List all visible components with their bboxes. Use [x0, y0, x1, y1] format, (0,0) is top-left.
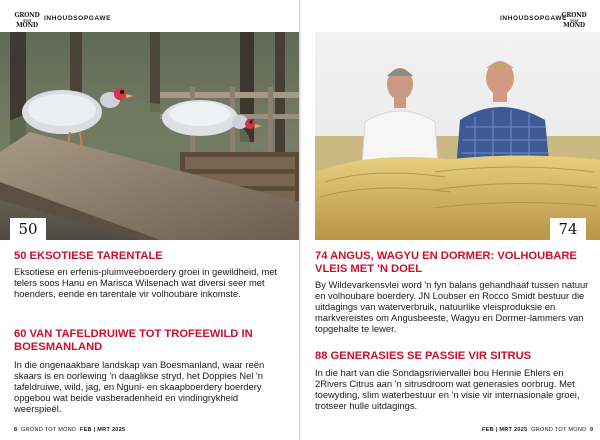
article-page-number: 74 [550, 218, 586, 240]
guinea-fowl-photo [0, 32, 299, 240]
article-heading: 60 VAN TAFELDRUIWE TOT TROFEEWILD IN BOESMANLAND [14, 328, 253, 353]
article-heading: 88 GENERASIES SE PASSIE VIR SITRUS [315, 350, 532, 362]
page-footer [14, 427, 125, 433]
publication-name: GROND TOT MOND [21, 427, 77, 433]
brand-logo [14, 13, 40, 29]
farmers-illustration [315, 32, 600, 240]
left-page [0, 0, 299, 440]
right-page [301, 0, 600, 440]
logo-line1: GROND [14, 12, 40, 19]
issue-date: FEB | MRT 2025 [79, 427, 126, 433]
logo-line3: MOND [16, 22, 38, 29]
page-footer [482, 427, 593, 433]
article-heading: 74 ANGUS, WAGYU EN DORMER: VOLHOUBARE VLEIS MET 'N DOEL [315, 250, 577, 275]
article-heading: 50 EKSOTIESE TARENTALE [14, 250, 163, 262]
guinea-fowl-illustration [0, 32, 299, 240]
logo-line2: TOT [22, 18, 32, 23]
publication-name: GROND TOT MOND [531, 427, 587, 433]
brand-logo [561, 13, 587, 29]
article-body: By Wildevarkensvlei word 'n fyn balans gehandhaaf tussen natuur en volhoubare boerdery. JN Loubser en Rocco Smidt bestuur die uitdagings van waterverbruik, natuurlike vleisproduksie en markvereistes om Angusbeeste, Wagyu en Dormer-lammers van topgehalte te lewer. [315, 279, 589, 335]
section-title: INHOUDSOPGAWE [44, 15, 112, 22]
issue-date: FEB | MRT 2025 [482, 427, 528, 433]
page-number: 9 [590, 427, 594, 433]
logo-line1: GROND [561, 12, 587, 19]
article-body: In die ongenaakbare landskap van Boesmanland, waar reën skaars is en oorlewing 'n daaglikse stryd, het Doppies Nel 'n tafeldruiwe, wild, jag, en Nguni- en skaapboerdery boerdery opgebou wat beide vasberadenheid en vindingrykheid weerspieël. [14, 359, 265, 415]
section-title: INHOUDSOPGAWE [500, 15, 568, 22]
article-page-number: 50 [10, 218, 46, 240]
farmers-photo [315, 32, 600, 240]
logo-line2: TOT [569, 18, 579, 23]
article-body: Eksotiese en erfenis-pluimveeboerdery groei in gewildheid, met telers soos Hanu en Marisca Wilsenach wat diversi seer met hoenders, eende en tarentale vir volhoubare inkomste. [14, 266, 278, 300]
logo-line3: MOND [563, 22, 585, 29]
page-number: 8 [14, 427, 18, 433]
article-body: In die hart van die Sondagsriviervallei bou Hennie Ehlers en 2Rivers Citrus aan 'n sitrusdroom wat generasies oorbrug. Met toewyding, slim waterbestuur en 'n visie vir internasionale groei, trotseer hulle uitdagings. [315, 367, 580, 412]
